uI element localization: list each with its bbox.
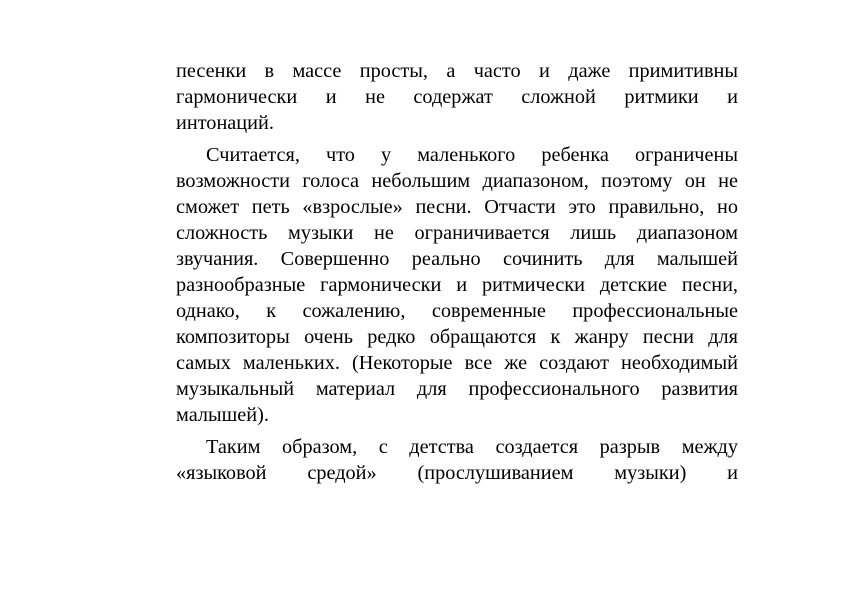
- text-line: малышей).: [176, 404, 269, 426]
- text-line: сможет петь «взрослые» песни. Отчасти это правильно, но: [176, 196, 738, 218]
- paragraph: [176, 58, 738, 136]
- text-line: самых маленьких. (Некоторые все же создают необходимый: [176, 352, 738, 374]
- paragraph: [176, 142, 738, 428]
- text-line: сложность музыки не ограничивается лишь диапазоном: [176, 222, 738, 244]
- paragraph: [176, 434, 738, 486]
- text-line: песенки в массе просты, а часто и даже примитивны: [176, 60, 738, 82]
- text-line: интонаций.: [176, 112, 274, 134]
- text-line: композиторы очень редко обращаются к жанру песни для: [176, 326, 738, 348]
- text-line: гармонически и не содержат сложной ритмики и: [176, 86, 738, 108]
- text-line: однако, к сожалению, современные профессиональные: [176, 300, 738, 322]
- text-line: «языковой средой» (прослушиванием музыки) и: [176, 462, 738, 484]
- text-line: возможности голоса небольшим диапазоном, поэтому он не: [176, 170, 738, 192]
- text-line: музыкальный материал для профессионального развития: [176, 378, 738, 400]
- body-text: [176, 58, 738, 486]
- text-line: звучания. Совершенно реально сочинить для малышей: [176, 248, 738, 270]
- text-line: Таким образом, с детства создается разрыв между: [206, 436, 738, 458]
- text-line: Считается, что у маленького ребенка ограничены: [206, 144, 738, 166]
- text-line: разнообразные гармонически и ритмически детские песни,: [176, 274, 738, 296]
